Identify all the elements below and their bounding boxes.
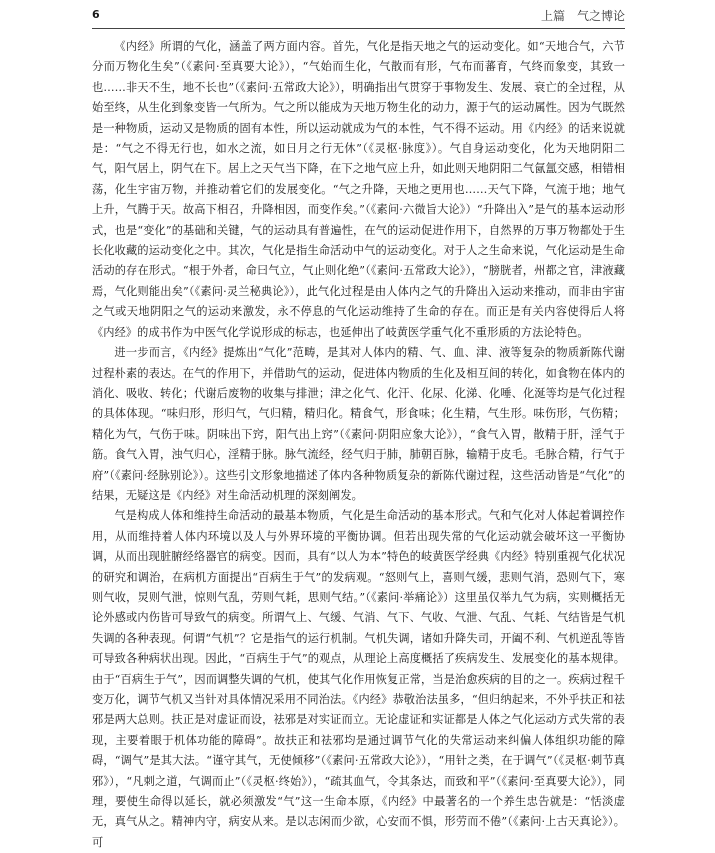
running-head: 上篇 气之博论 bbox=[540, 9, 625, 23]
body-text bbox=[92, 37, 625, 853]
paragraph-3: 气是构成人体和维持生命活动的最基本物质，气化是生命活动的基本形式。气和气化对人体起着调控作用，从而维持着人体内环境以及人与外界环境的平衡协调。但若出现失常的气化运动就会破坏这一平衡协调，从而出现脏腑经络器官的病变。因而，具有“以人为本”特色的岐黄医学经典《内经》特别重视气化状况的研究和调治，在病机方面提出“百病生于气”的发病观。“怒则气上，喜则气缓，悲则气消，恐则气下，寒则气收，炅则气泄，惊则气乱，劳则气耗，思则气结。”（《素问·举痛论》）这里虽仅举九气为病，实则概括无论外感或内伤皆可导致气的病变。所谓气上、气缓、气消、气下、气收、气泄、气乱、气耗、气结皆是气机失调的各种表现。何谓“气机”？它是指气的运行机制。气机失调，诸如升降失司，开阖不利、气机逆乱等皆可导致各种病状出现。因此，“百病生于气”的观点，从理论上高度概括了疾病发生、发展变化的基本规律。由于“百病生于气”，因而调整失调的气机，使其气化作用恢复正常，当是治愈疾病的目的之一。疾病过程千变万化，调节气机又当针对具体情况采用不同治法。《内经》恭敬治法虽多，“但归纳起来，不外乎扶正和祛邪是两大总则。扶正是对虚证而设，祛邪是对实证而立。无论虚证和实证都是人体之气化运动方式失常的表现，主要着眼于机体功能的障碍”。故扶正和祛邪均是通过调节气化的失常运动来纠偏人体组织功能的障碍，“调气”是其大法。“谨守其气，无使倾移”（《素问·五常政大论》），“用针之类，在于调气”（《灵枢·刺节真邪》），“凡刺之道，气调而止”（《灵枢·终始》），“疏其血气，令其条达，而致和平”（《素问·至真要大论》），同理，要使生命得以延长，就必须激发“气”这一生命本原，《内经》中最著名的一个养生忠告就是：“恬淡虚无，真气从之。精神内守，病安从来。是以志闲而少欲，心安而不惧，形劳而不倦”（《素问·上古天真论》）。可 bbox=[92, 509, 625, 849]
paragraph-2: 进一步而言，《内经》提炼出“气化”范畴，是其对人体内的精、气、血、津、液等复杂的物质新陈代谢过程朴素的表达。在气的作用下，并借助气的运动，促进体内物质的生化及相互间的转化，如食物在体内的消化、吸收、转化；代谢后废物的收集与排泄；津之化气、化汗、化尿、化涕、化唾、化涎等均是气化过程的具体体现。“味归形，形归气，气归精，精归化。精食气，形食味；化生精，气生形。味伤形，气伤精；精化为气，气伤于味。阴味出下窍，阳气出上窍”（《素问·阴阳应象大论》），“食气入胃，散精于肝，淫气于筋。食气入胃，浊气归心，淫精于脉。脉气流经，经气归于肺，肺朝百脉，输精于皮毛。毛脉合精，行气于府”（《素问·经脉别论》）。这些引文形象地描述了体内各种物质复杂的新陈代谢过程，这些活动皆是“气化”的结果，无疑这是《内经》对生命活动机理的深刻阐发。 bbox=[92, 346, 625, 502]
page-header bbox=[92, 6, 625, 29]
paragraph-1: 《内经》所谓的气化，涵盖了两方面内容。首先，气化是指天地之气的运动变化。如“天地合气，六节分而万物化生矣”（《素问·至真要大论》），“气始而生化，气散而有形，气布而蕃育，气终而象变，其致一也……非天不生，地不长也”（《素问·五常政大论》），明确指出气贯穿于事物发生、发展、衰亡的全过程，从始至终，从生化到象变皆一气所为。气之所以能成为天地万物生化的动力，源于气的运动属性。因为气既然是一种物质，运动又是物质的固有本性，所以运动就成为气的本性，气不得不运动。用《内经》的话来说就是：“气之不得无行也，如水之流，如日月之行无休”（《灵枢·脉度》）。气自身运动变化，化为天地阴阳二气，阳气居上，阴气在下。居上之天气当下降，在下之地气应上升，如此则天地阴阳二气氤氲交感，相错相荡，化生宇宙万物，并推动着它们的发展变化。“气之升降，天地之更用也……天气下降，气流于地；地气上升，气腾于天。故高下相召，升降相因，而变作矣。”（《素问·六微旨大论》）“升降出入”是气的基本运动形式，也是“变化”的基础和关键，气的运动具有普遍性，在气的运动促进作用下，自然界的万事万物都处于生长化收藏的运动变化之中。其次，气化是指生命活动中气的运动变化。对于人之生命来说，气化运动是生命活动的存在形式。“根于外者，命曰气立，气止则化绝”（《素问·五常政大论》），“膀胱者，州都之官，津液藏焉，气化则能出矣”（《素问·灵兰秘典论》），此气化过程是由人体内之气的升降出入运动来推动，而非由宇宙之气或天地阴阳之气的运动来激发，永不停息的气化运动维持了生命的存在。而正是有关内容使得后人将《内经》的成书作为中医气化学说形成的标志，也延伸出了岐黄医学重气化不重形质的方法论特色。 bbox=[92, 40, 625, 339]
page-number: 6 bbox=[92, 8, 100, 21]
